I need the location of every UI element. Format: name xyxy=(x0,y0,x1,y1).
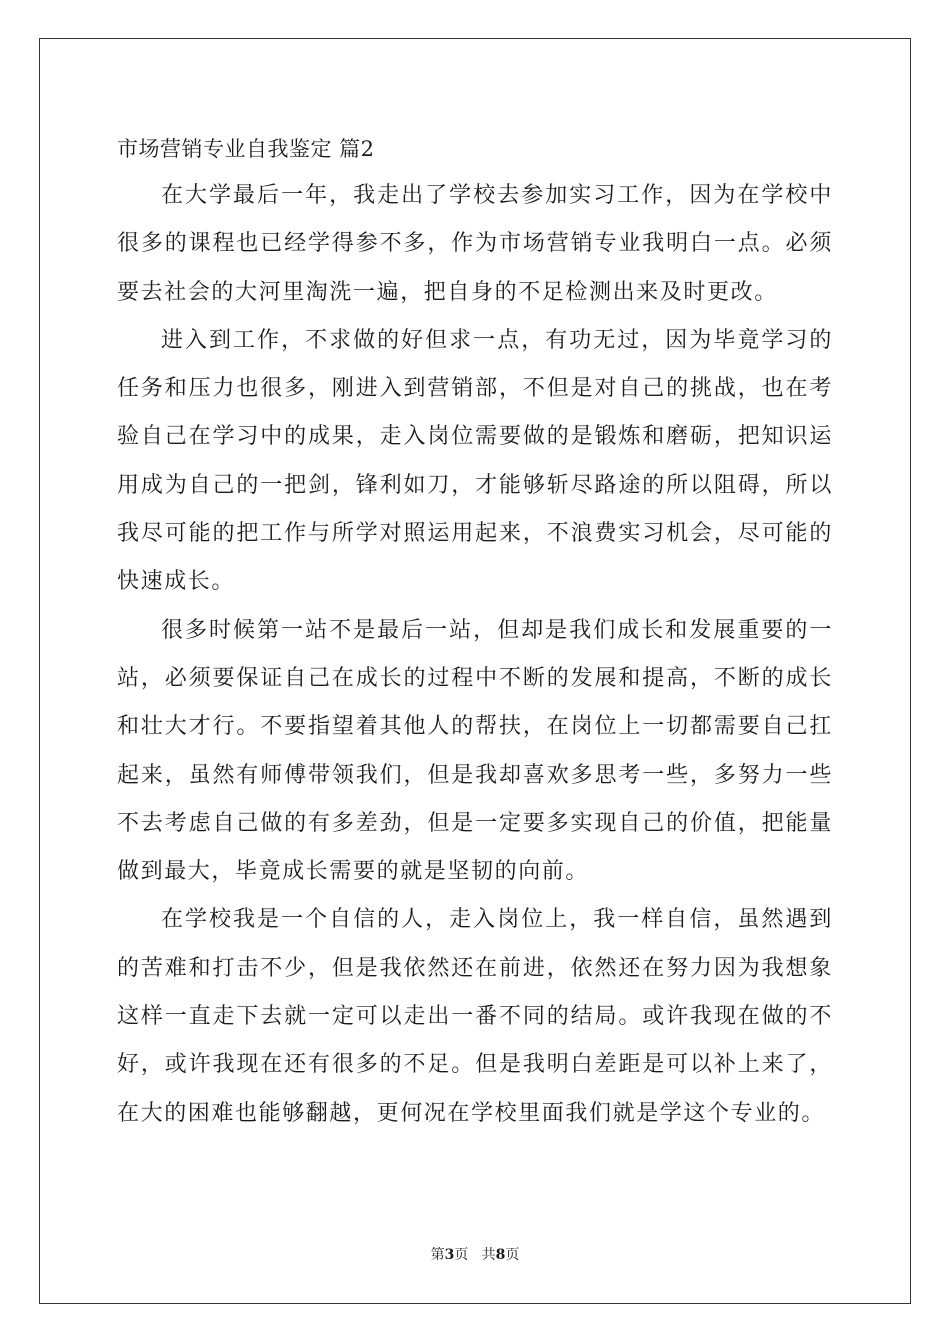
document-body xyxy=(117,126,833,1138)
total-suffix: 页 xyxy=(505,1247,520,1263)
paragraph-2: 进入到工作，不求做的好但求一点，有功无过，因为毕竟学习的任务和压力也很多，刚进入到营销部，不但是对自己的挑战，也在考验自己在学习中的成果，走入岗位需要做的是锻炼和磨砺，把知识运用成为自己的一把剑，锋利如刀，才能够斩尽路途的所以阻碍，所以我尽可能的把工作与所学对照运用起来，不浪费实习机会，尽可能的快速成长。 xyxy=(117,327,833,595)
paragraph-3: 很多时候第一站不是最后一站，但却是我们成长和发展重要的一站，必须要保证自己在成长的过程中不断的发展和提高，不断的成长和壮大才行。不要指望着其他人的帮扶，在岗位上一切都需要自己扛起来，虽然有师傅带领我们，但是我却喜欢多思考一些，多努力一些不去考虑自己做的有多差劲，但是一定要多实现自己的价值，把能量做到最大，毕竟成长需要的就是坚韧的向前。 xyxy=(117,617,833,885)
document-title: 市场营销专业自我鉴定 篇2 xyxy=(117,137,375,161)
total-prefix: 共 xyxy=(481,1247,496,1263)
total-pages-number: 8 xyxy=(495,1247,506,1263)
page-prefix: 第 xyxy=(430,1247,445,1263)
current-page-number: 3 xyxy=(444,1247,455,1263)
page-suffix: 页 xyxy=(454,1247,469,1263)
paragraph-1: 在大学最后一年，我走出了学校去参加实习工作，因为在学校中很多的课程也已经学得参不多，作为市场营销专业我明白一点。必须要去社会的大河里淘洗一遍，把自身的不足检测出来及时更改。 xyxy=(117,183,833,305)
page-footer xyxy=(0,1245,950,1265)
paragraph-4: 在学校我是一个自信的人，走入岗位上，我一样自信，虽然遇到的苦难和打击不少，但是我依然还在前进，依然还在努力因为我想象这样一直走下去就一定可以走出一番不同的结局。或许我现在做的不好，或许我现在还有很多的不足。但是我明白差距是可以补上来了，在大的困难也能够翻越，更何况在学校里面我们就是学这个专业的。 xyxy=(117,907,833,1126)
